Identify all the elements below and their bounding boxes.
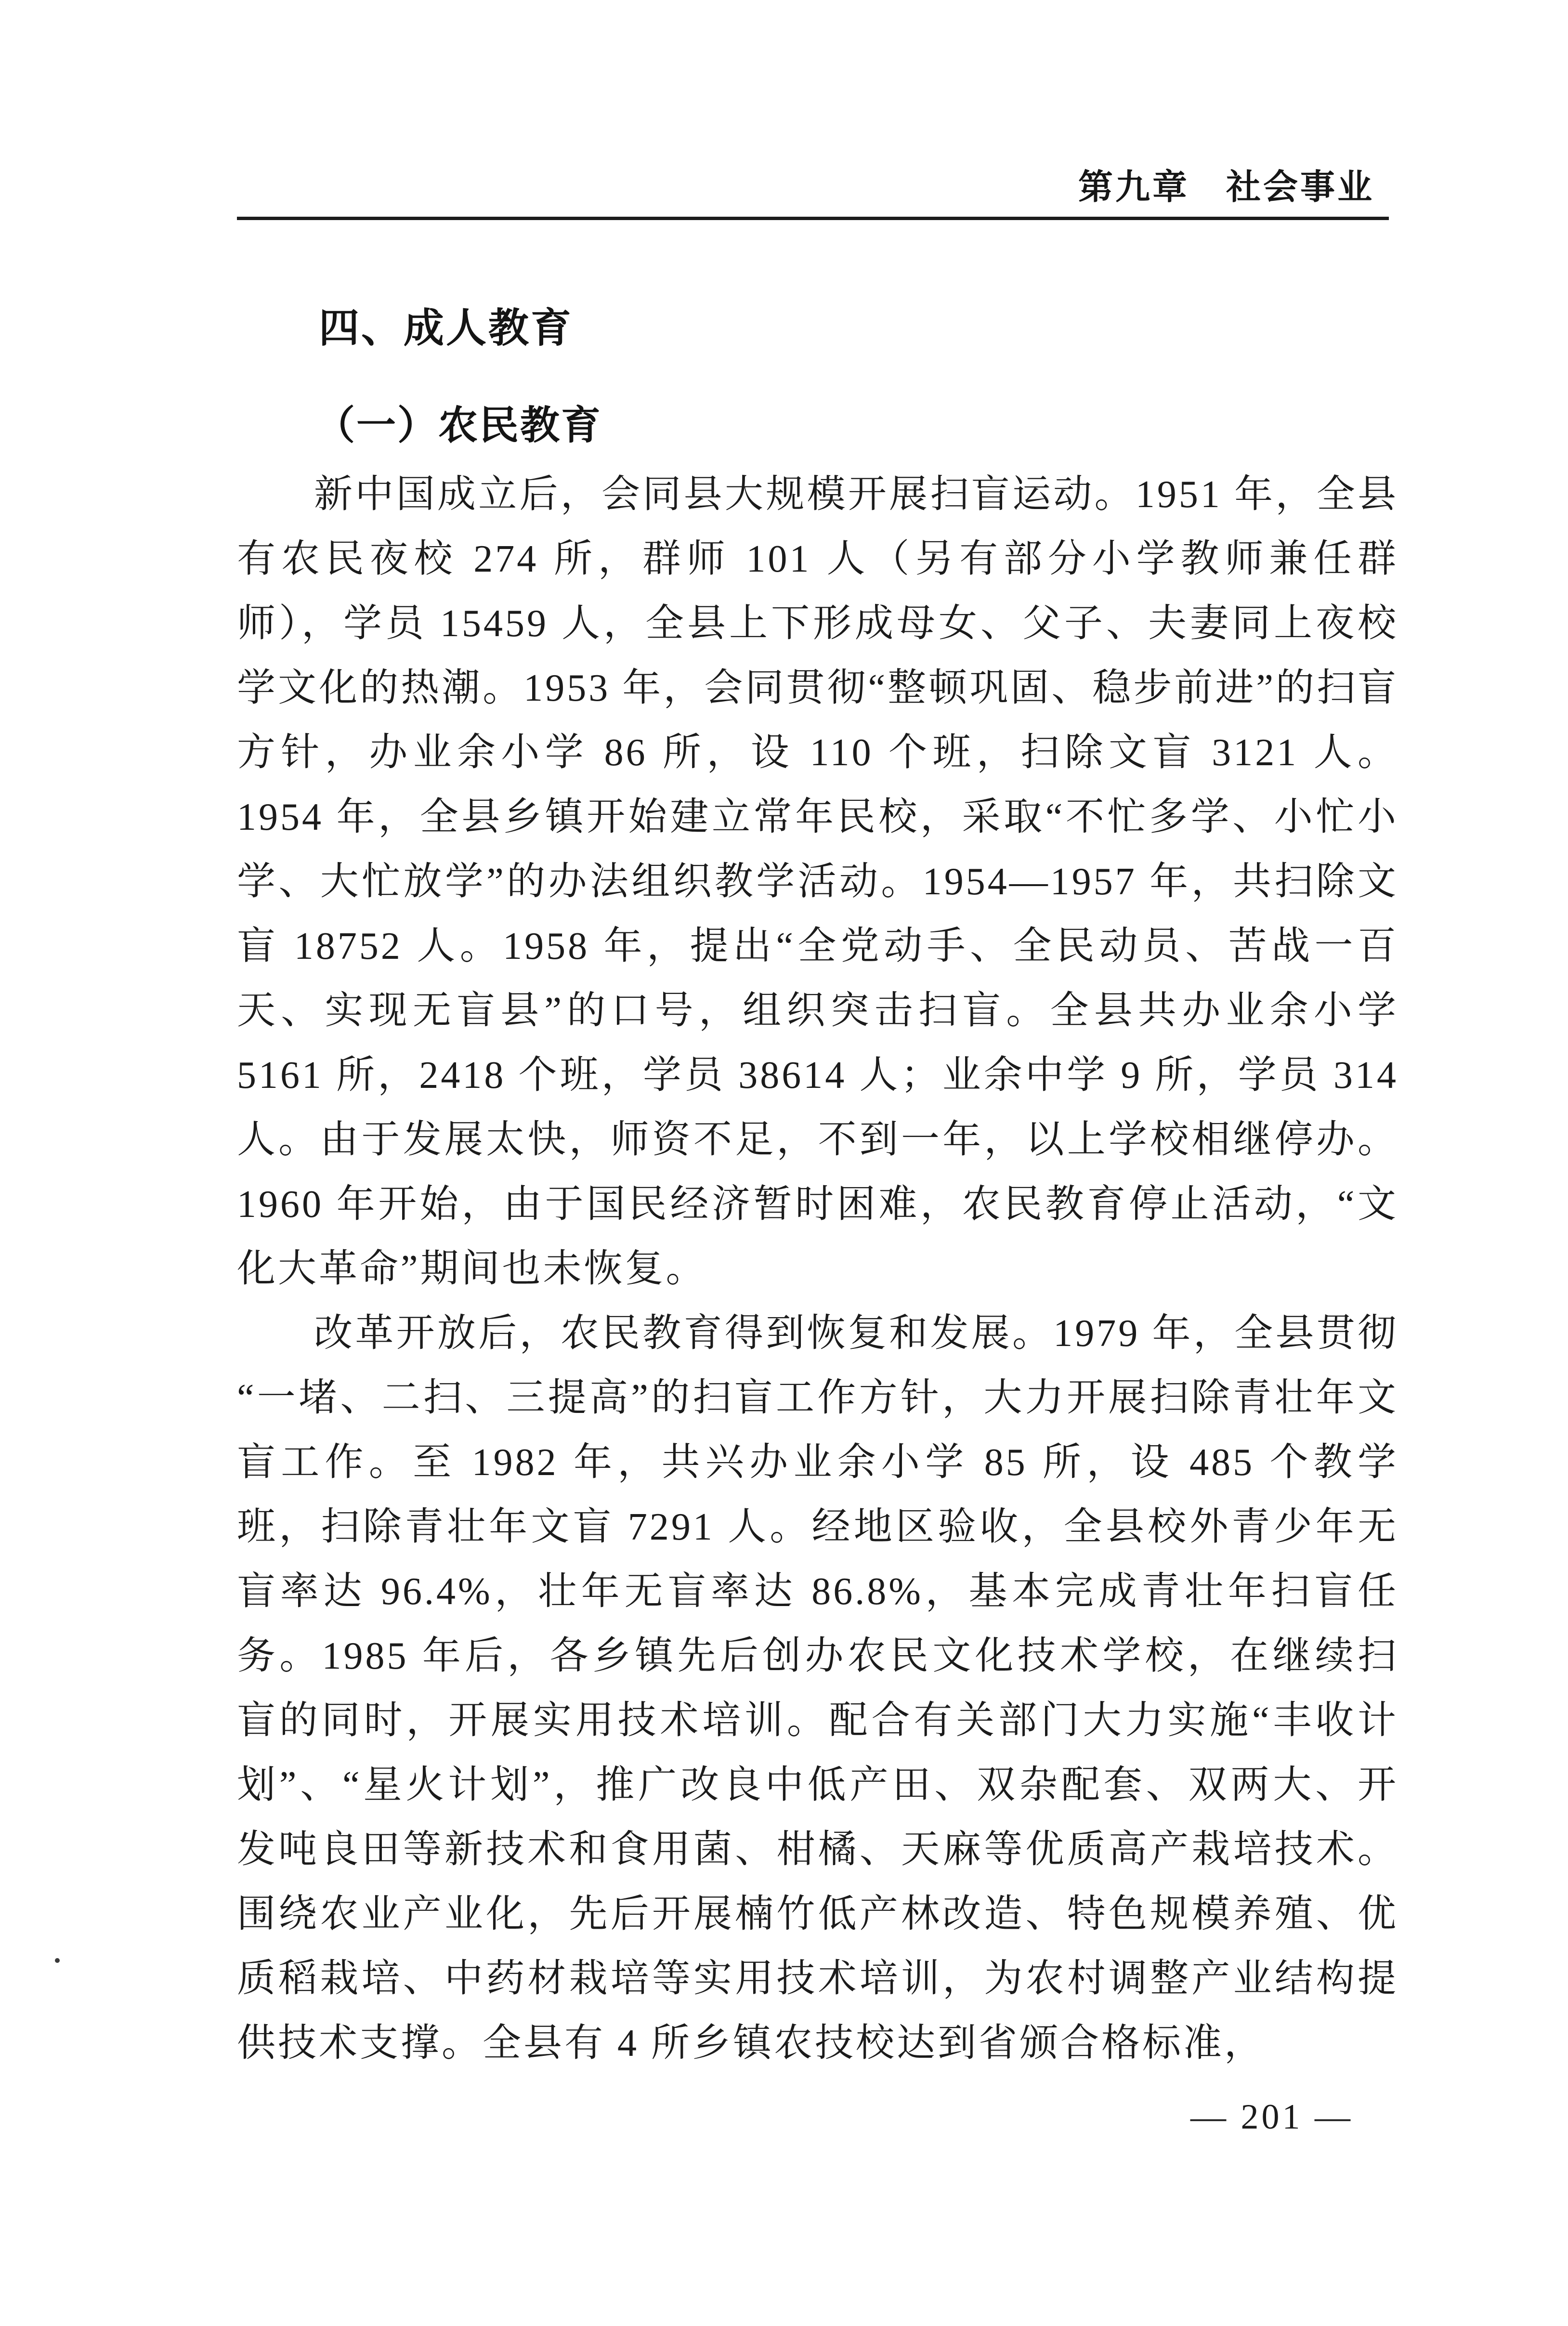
running-header-chapter: 第九章: [1078, 168, 1189, 207]
page-number: — 201 —: [1190, 2097, 1353, 2137]
scan-speck: [55, 1958, 60, 1963]
header-rule: [237, 217, 1389, 220]
paragraph-reform-era: 改革开放后，农民教育得到恢复和发展。1979 年，全县贯彻“一堵、二扫、三提高”的扫盲工作方针，大力开展扫除青壮年文盲工作。至 1982 年，共兴办业余小学 85 所，设 485 个教学班，扫除青壮年文盲 7291 人。经地区验收，全县校外青少年无盲率达 96.4%，壮年无盲率达 86.8%，基本完成青壮年扫盲任务。1985 年后，各乡镇先后创办农民文化技术学校，在继续扫盲的同时，开展实用技术培训。配合有关部门大力实施“丰收计划”、“星火计划”，推广改良中低产田、双杂配套、双两大、开发吨良田等新技术和食用菌、柑橘、天麻等优质高产栽培技术。围绕农业产业化，先后开展楠竹低产林改造、特色规模养殖、优质稻栽培、中药材栽培等实用技术培训，为农村调整产业结构提供技术支撑。全县有 4 所乡镇农技校达到省颁合格标准，: [237, 1312, 1398, 2065]
section-heading: 四、成人教育: [319, 305, 574, 351]
body-text: [237, 462, 1398, 2076]
subsection-heading: （一）农民教育: [315, 404, 602, 447]
running-header: [1078, 159, 1374, 209]
paragraph-literacy-campaign: 新中国成立后，会同县大规模开展扫盲运动。1951 年，全县有农民夜校 274 所，群师 101 人（另有部分小学教师兼任群师），学员 15459 人，全县上下形成母女、父子、夫妻同上夜校学文化的热潮。1953 年，会同贯彻“整顿巩固、稳步前进”的扫盲方针，办业余小学 86 所，设 110 个班，扫除文盲 3121 人。1954 年，全县乡镇开始建立常年民校，采取“不忙多学、小忙小学、大忙放学”的办法组织教学活动。1954—1957 年，共扫除文盲 18752 人。1958 年，提出“全党动手、全民动员、苦战一百天、实现无盲县”的口号，组织突击扫盲。全县共办业余小学 5161 所，2418 个班，学员 38614 人；业余中学 9 所，学员 314 人。由于发展太快，师资不足，不到一年，以上学校相继停办。1960 年开始，由于国民经济暂时困难，农民教育停止活动，“文化大革命”期间也未恢复。: [237, 473, 1398, 1290]
running-header-section: 社会事业: [1226, 168, 1374, 207]
